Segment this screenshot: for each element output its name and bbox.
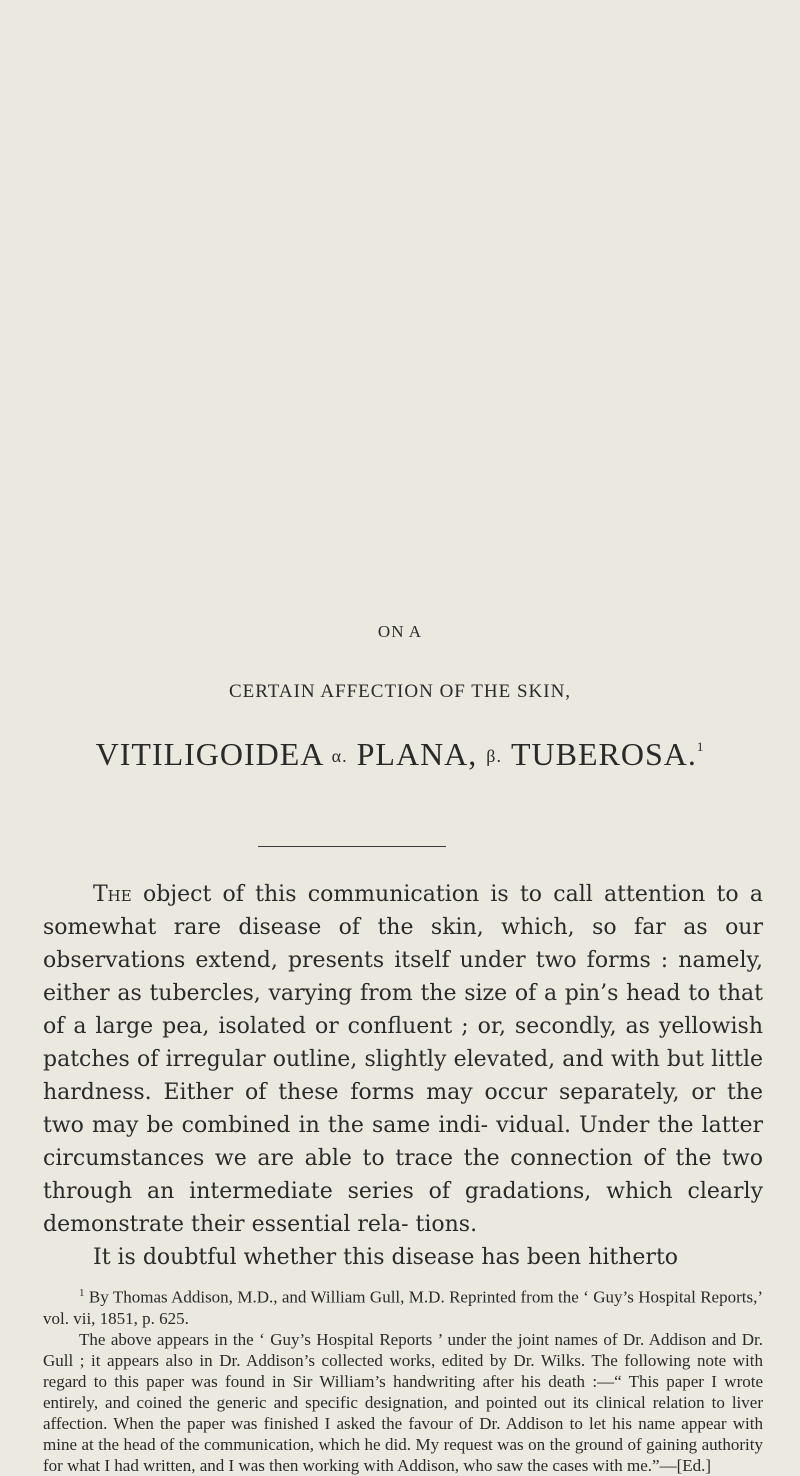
title-line-on-a: ON A [377, 622, 423, 641]
title-tuberosa: TUBEROSA. [510, 736, 697, 772]
paragraph-1-text: object of this communication is to call attention to a somewhat rare disease of the skin, which, so far as our observations extend, presents itself under two forms : namely, either as tubercles, varying from the size of a pin’s head to that of a large pea, isolated or confluent ; or, secondly, as yellowish patches of irregular outline, slightly elevated, and with but little hardness. Either of these forms may occur separately, or the two may be combined in the same indi- vidual. Under the latter circumstances we are able to trace the connection of the two through an intermediate series of gradations, which clearly demonstrate their essential rela- tions. [43, 882, 763, 1237]
footnote-1-mark: 1 [79, 1287, 85, 1299]
title-plana: PLANA, [356, 736, 478, 772]
footnote-2: The above appears in the ‘ Guy’s Hospital Reports ’ under the joint names of Dr. Addison and Dr. Gull ; it appears also in Dr. Addison’s collected works, edited by Dr. Wilks. The following note with regard to this paper was found in Sir William’s handwriting after his death :—“ This paper I wrote entirely, and coined the generic and specific designation, and pointed out its clinical relation to liver affection. When the paper was finished I asked the favour of Dr. Addison to let his name appear with mine at the head of the communication, which he did. My request was on the ground of gaining authority for what I had written, and I was then working with Addison, who saw the cases with me.”—[Ed.] [43, 1329, 763, 1475]
paragraph-1 [43, 878, 763, 1241]
body-text [43, 878, 763, 1274]
title-footnote-mark: 1 [696, 739, 705, 754]
footnotes [43, 1283, 763, 1476]
title-alpha: α. [331, 746, 348, 766]
footnote-1-text: By Thomas Addison, M.D., and William Gull, M.D. Reprinted from the ‘ Guy’s Hospital Reports,’ vol. vii, 1851, p. 625. [43, 1287, 764, 1328]
title-divider [258, 846, 446, 847]
title-line-vitiligoidea [0, 736, 800, 773]
title-beta: β. [486, 746, 502, 766]
paragraph-1-lead: The [93, 882, 132, 907]
footnote-1 [43, 1283, 763, 1329]
paragraph-2: It is doubtful whether this disease has been hitherto [93, 1245, 679, 1270]
title-vitiligoidea: VITILIGOIDEA [95, 736, 323, 772]
title-line-certain-affection: CERTAIN AFFECTION OF THE SKIN, [228, 681, 572, 702]
